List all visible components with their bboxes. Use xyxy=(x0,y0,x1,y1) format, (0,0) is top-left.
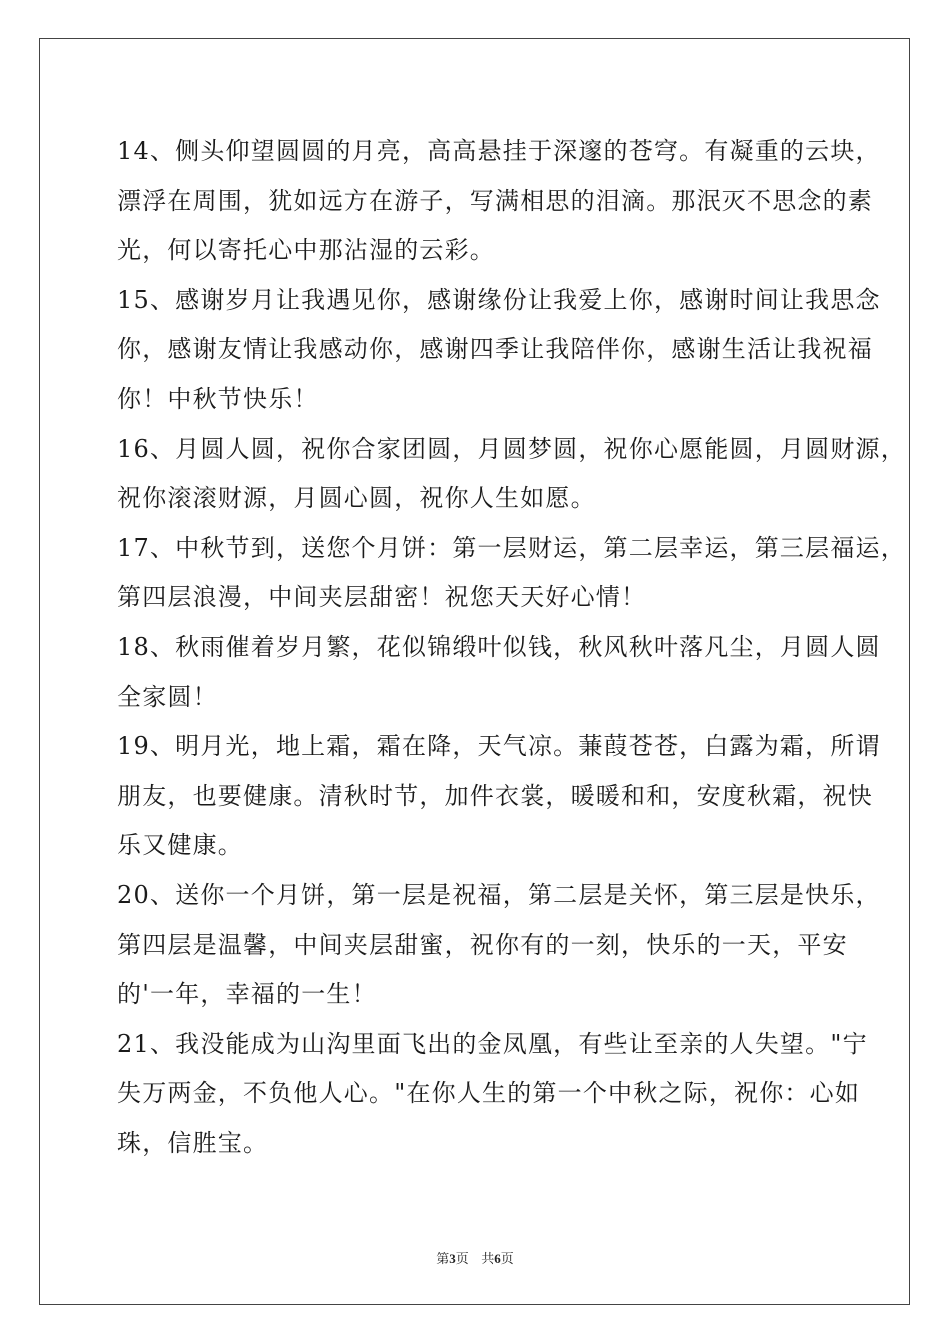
paragraph xyxy=(117,276,881,425)
paragraph-line: 你，感谢友情让我感动你，感谢四季让我陪伴你，感谢生活让我祝福 xyxy=(117,335,873,364)
paragraph-line: 的'一年，幸福的一生！ xyxy=(117,980,377,1009)
paragraph-line: 朋友，也要健康。清秋时节，加件衣裳，暖暖和和，安度秋霜，祝快 xyxy=(117,781,873,810)
footer-total-suffix: 页 xyxy=(500,1252,514,1267)
paragraph-line: 18、秋雨催着岁月繁，花似锦缎叶似钱，秋风秋叶落凡尘，月圆人圆 xyxy=(117,632,881,661)
paragraph-line: 你！中秋节快乐！ xyxy=(117,384,319,413)
paragraph-line: 第四层是温馨，中间夹层甜蜜，祝你有的一刻，快乐的一天，平安 xyxy=(117,930,848,959)
paragraph xyxy=(117,524,906,623)
paragraph-line: 14、侧头仰望圆圆的月亮，高高悬挂于深邃的苍穹。有凝重的云块， xyxy=(117,137,881,165)
paragraph-line: 17、中秋节到，送您个月饼：第一层财运，第二层幸运，第三层福运， xyxy=(117,533,906,562)
paragraph-line: 光，何以寄托心中那沾湿的云彩。 xyxy=(117,236,495,265)
paragraph-line: 第四层浪漫，中间夹层甜密！祝您天天好心情！ xyxy=(117,583,647,612)
paragraph-line: 珠，信胜宝。 xyxy=(117,1128,269,1157)
paragraph-line: 19、明月光，地上霜，霜在降，天气凉。蒹葭苍苍，白露为霜，所谓 xyxy=(117,732,881,761)
paragraph xyxy=(117,425,906,524)
paragraph xyxy=(117,623,881,722)
paragraph-line: 15、感谢岁月让我遇见你，感谢缘份让我爱上你，感谢时间让我思念 xyxy=(117,285,881,314)
paragraph-line: 20、送你一个月饼，第一层是祝福，第二层是关怀，第三层是快乐， xyxy=(117,880,881,909)
footer-total-prefix: 共 xyxy=(481,1252,495,1267)
document-body xyxy=(117,127,906,1168)
paragraph-line: 16、月圆人圆，祝你合家团圆，月圆梦圆，祝你心愿能圆，月圆财源， xyxy=(117,434,906,463)
page-footer xyxy=(0,1248,950,1267)
paragraph xyxy=(117,127,881,276)
paragraph xyxy=(117,871,881,1020)
paragraph-line: 乐又健康。 xyxy=(117,831,243,860)
paragraph-line: 祝你滚滚财源，月圆心圆，祝你人生如愿。 xyxy=(117,484,596,513)
footer-page-total: 6 xyxy=(494,1251,501,1266)
paragraph xyxy=(117,722,881,871)
paragraph-line: 失万两金，不负他人心。"在你人生的第一个中秋之际，祝你：心如 xyxy=(117,1079,861,1108)
paragraph-line: 全家圆！ xyxy=(117,682,218,711)
footer-page-prefix: 第 xyxy=(436,1252,450,1267)
paragraph-line: 21、我没能成为山沟里面飞出的金凤凰，有些让至亲的人失望。"宁 xyxy=(117,1029,868,1058)
paragraph-line: 漂浮在周围，犹如远方在游子，写满相思的泪滴。那泯灭不思念的素 xyxy=(117,186,873,215)
footer-page-suffix: 页 xyxy=(455,1252,469,1267)
footer-page-current: 3 xyxy=(449,1251,456,1266)
paragraph xyxy=(117,1020,868,1169)
